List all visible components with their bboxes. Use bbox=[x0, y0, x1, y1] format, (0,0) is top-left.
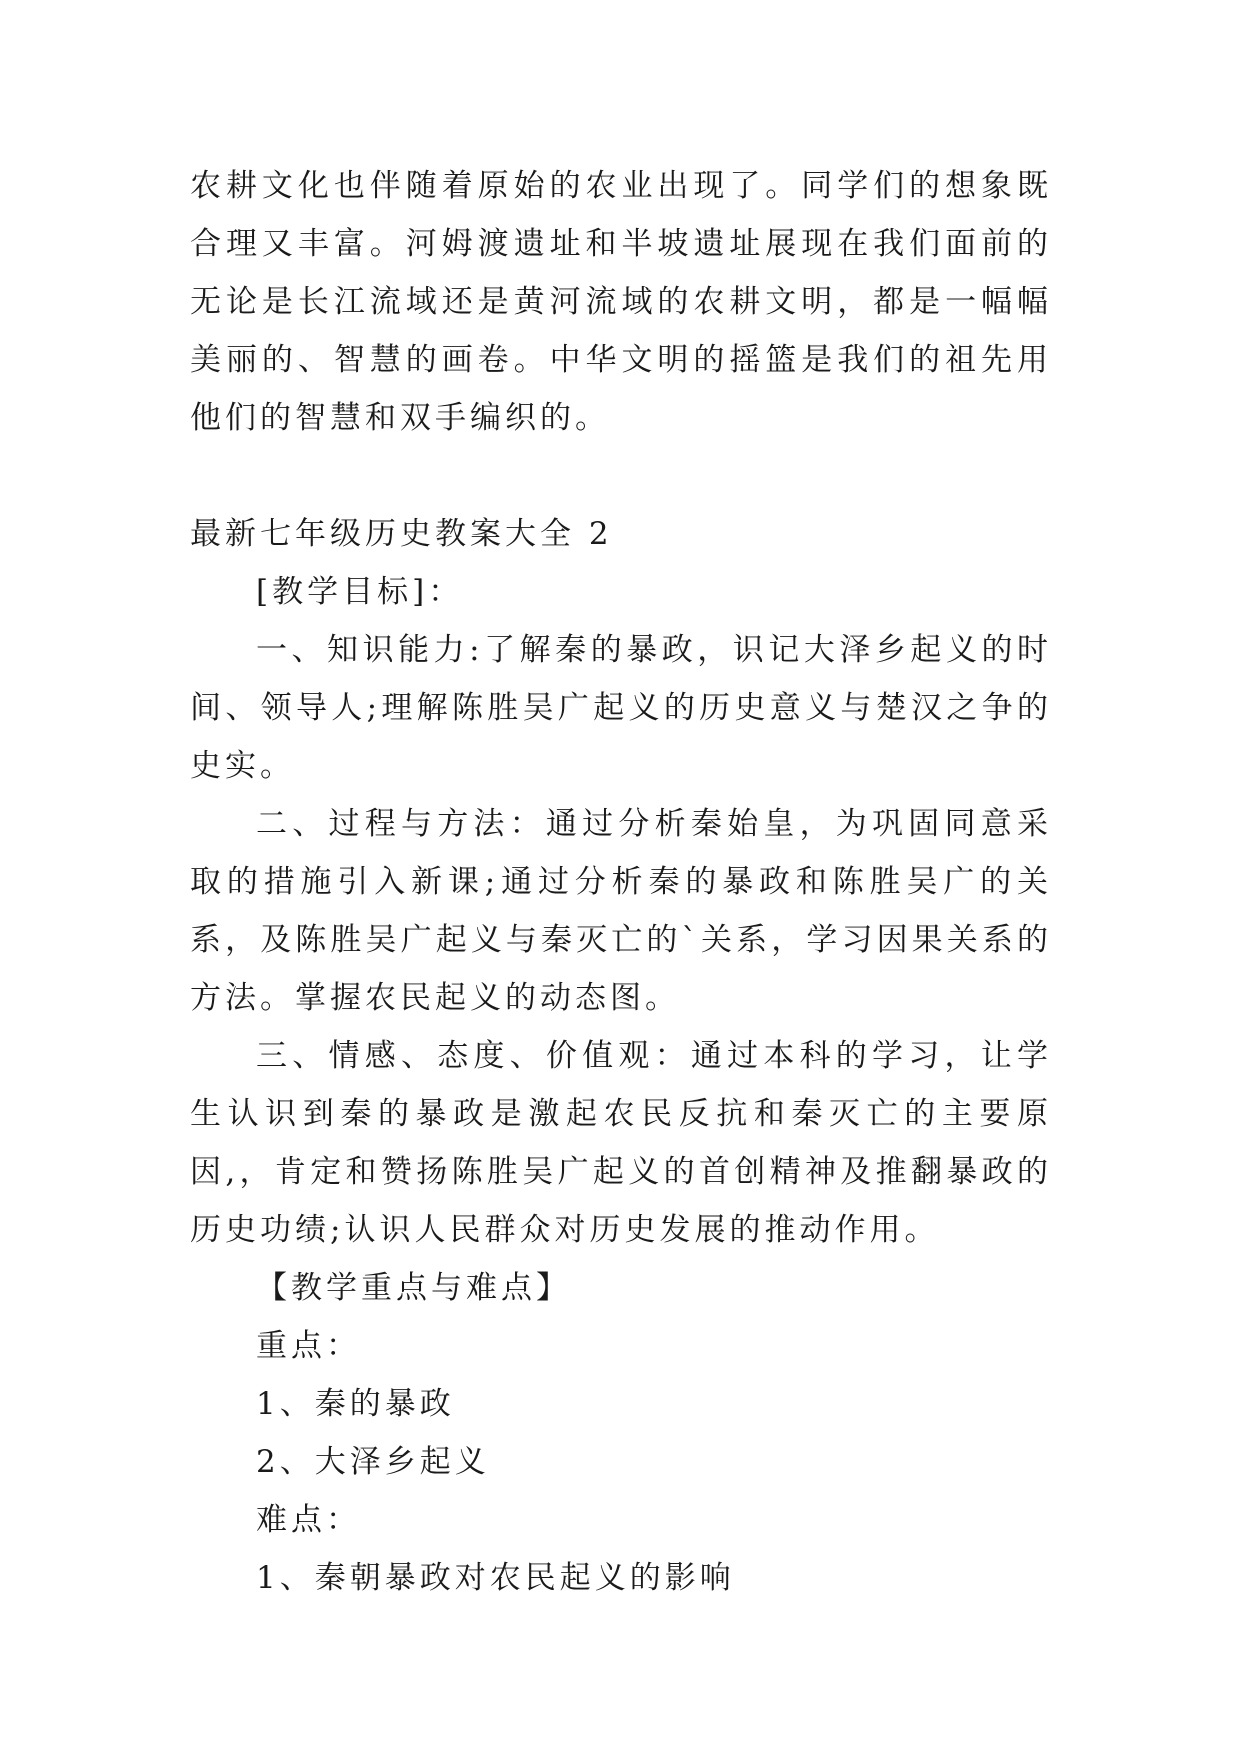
document-body bbox=[190, 157, 1052, 1607]
goal-knowledge: 一、知识能力:了解秦的暴政，识记大泽乡起义的时间、领导人;理解陈胜吴广起义的历史意义与楚汉之争的史实。 bbox=[190, 632, 1052, 784]
goal-process-method: 二、过程与方法：通过分析秦始皇，为巩固同意采取的措施引入新课;通过分析秦的暴政和陈胜吴广的关系，及陈胜吴广起义与秦灭亡的`关系，学习因果关系的方法。掌握农民起义的动态图。 bbox=[190, 806, 1052, 1016]
teaching-goals-heading: [教学目标]： bbox=[256, 574, 464, 610]
difficult-item-1: 1、秦朝暴政对农民起义的影响 bbox=[256, 1560, 735, 1596]
key-label: 重点： bbox=[256, 1328, 361, 1364]
goal-values: 三、情感、态度、价值观：通过本科的学习，让学生认识到秦的暴政是激起农民反抗和秦灭亡的主要原因,，肯定和赞扬陈胜吴广起义的首创精神及推翻暴政的历史功绩;认识人民群众对历史发展的推动作用。 bbox=[190, 1038, 1052, 1248]
key-item-1: 1、秦的暴政 bbox=[256, 1386, 455, 1422]
section-title: 最新七年级历史教案大全 2 bbox=[190, 516, 613, 552]
continuation-paragraph: 农耕文化也伴随着原始的农业出现了。同学们的想象既合理又丰富。河姆渡遗址和半坡遗址展现在我们面前的无论是长江流域还是黄河流域的农耕文明，都是一幅幅美丽的、智慧的画卷。中华文明的摇篮是我们的祖先用他们的智慧和双手编织的。 bbox=[190, 168, 1052, 436]
paragraph-spacer bbox=[190, 447, 1052, 505]
key-item-2: 2、大泽乡起义 bbox=[256, 1444, 490, 1480]
difficult-label: 难点： bbox=[256, 1502, 361, 1538]
key-points-heading: 【教学重点与难点】 bbox=[256, 1270, 571, 1306]
